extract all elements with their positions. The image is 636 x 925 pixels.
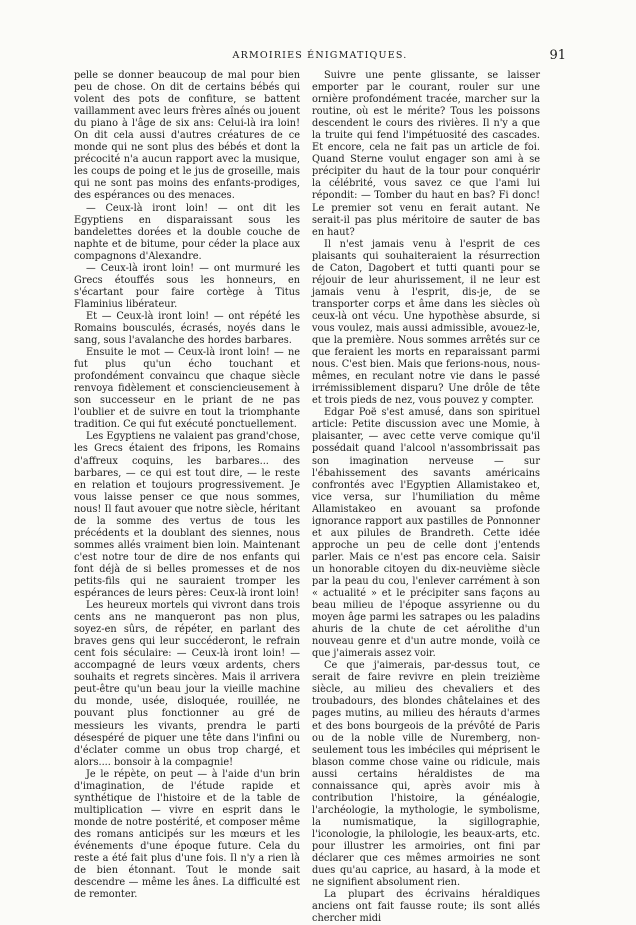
paragraph: Suivre une pente glissante, se laisser emporter par le courant, rouler sur une ornière profondément tracée, marcher sur la routine, où est le mérite? Tous les poissons descendent le cours des rivières. Il n'y a que la truite qui fend l'impétuosité des cascades. Et encore, cela ne fait pas un article de foi. Quand Sterne voulut engager son ami à se précipiter du haut de la tour pour conquérir la célébrité, vous savez ce que l'ami lui répondit: — Tomber du haut en bas? Fi donc! Le premier sot venu en ferait autant. Ne serait-il pas plus méritoire de sauter de bas en haut? bbox=[312, 70, 540, 238]
page-number: 91 bbox=[549, 48, 566, 63]
paragraph: Je le répète, on peut — à l'aide d'un brin d'imagination, de l'étude rapide et synthétique de l'histoire et de la table de multiplication — vivre en esprit dans le monde de notre postérité, et composer même des romans anticipés sur les mœurs et les événements d'une époque future. Cela du reste a été fait plus d'une fois. Il n'y a rien là de bien étonnant. Tout le monde sait descendre — même les ânes. La difficulté est de remonter. bbox=[74, 768, 300, 901]
paragraph: Edgar Poë s'est amusé, dans son spirituel article: Petite discussion avec une Momie, à plaisanter, — avec cette verve comique qu'il possédait quand l'alcool n'assombrissait pas son imagination nerveuse — sur l'ébahissement des savants américains confrontés avec l'Egyptien Allamistakeo et, vice versa, sur l'humiliation du même Allamistakeo en avouant sa profonde ignorance rapport aux pastilles de Ponnonner et aux pilules de Brandreth. Cette idée approche un peu de celle dont j'entends parler. Mais ce n'est pas encore cela. Saisir un honorable citoyen du dix-neuvième siècle par la peau du cou, l'enlever carrément à son « actualité » et le précipiter sans façons au beau milieu de l'époque assyrienne ou du moyen âge parmi les satrapes ou les paladins ahuris de la chute de cet aérolithe d'un nouveau genre et d'un autre monde, voilà ce que j'aimerais assez voir. bbox=[312, 407, 540, 660]
paragraph: Ensuite le mot — Ceux-là iront loin! — ne fut plus qu'un écho touchant et profondément convaincu que chaque siècle renvoya fidèlement et consciencieusement à son successeur en le priant de ne pas l'oublier et de suivre en tout la triomphante tradition. Ce qui fut exécuté ponctuellement. bbox=[74, 347, 300, 431]
right-column bbox=[312, 70, 540, 925]
paragraph: La plupart des écrivains héraldiques anciens ont fait fausse route; ils sont allés chercher midi bbox=[312, 889, 540, 925]
left-column bbox=[74, 70, 300, 901]
paragraph: Et — Ceux-là iront loin! — ont répété les Romains bousculés, écrasés, noyés dans le sang, sous l'avalanche des hordes barbares. bbox=[74, 310, 300, 347]
paragraph: Ce que j'aimerais, par-dessus tout, ce serait de faire revivre en plein treizième siècle, au milieu des chevaliers et des troubadours, des blondes châtelaines et des pages mutins, au milieu des hérauts d'armes et des bons bourgeois de la prévôté de Paris ou de la noble ville de Nuremberg, non-seulement tous les imbéciles qui méprisent le blason comme chose vaine ou ridicule, mais aussi certains héraldistes de ma connaissance qui, après avoir mis à contribution l'histoire, la généalogie, l'archéologie, la mythologie, le symbolisme, la numismatique, la sigillographie, l'iconologie, la philologie, les beaux-arts, etc. pour illustrer les armoiries, ont fini par déclarer que ces mêmes armoiries ne sont dues qu'au caprice, au hasard, à la mode et ne signifient absolument rien. bbox=[312, 660, 540, 889]
running-head bbox=[74, 50, 566, 66]
running-title: ARMOIRIES ÉNIGMATIQUES. bbox=[232, 50, 408, 61]
paragraph: pelle se donner beaucoup de mal pour bien peu de chose. On dit de certains bébés qui volent des pots de confiture, se battent vaillamment avec leurs frères aînés ou jouent du piano à l'âge de six ans: Celui-là ira loin! On dit cela aussi d'autres créatures de ce monde qui ne sont plus des bébés et dont la précocité n'a aucun rapport avec la musique, les coups de poing et le jus de groseille, mais qui ne sont pas moins des enfants-prodiges, des espérances ou des menaces. bbox=[74, 70, 300, 202]
paragraph: Les Egyptiens ne valaient pas grand'chose, les Grecs étaient des fripons, les Romains d'affreux coquins, les barbares... des barbares, — ce qui est tout dire, — le reste en relation et toujours progressivement. Je vous laisse penser ce que nous sommes, nous! Il faut avouer que notre siècle, héritant de la somme des vertus de tous les précédents et la doublant des siennes, nous sommes allés vraiment bien loin. Maintenant c'est notre tour de dire de nos enfants qui font déjà de si belles promesses et de nos petits-fils qui ne sauraient tromper les espérances de leurs pères: Ceux-là iront loin! bbox=[74, 431, 300, 600]
paragraph: Il n'est jamais venu à l'esprit de ces plaisants qui souhaiteraient la résurrection de Caton, Dagobert et tutti quanti pour se réjouir de leur ahurissement, il ne leur est jamais venu à l'esprit, dis-je, de se transporter corps et âme dans les siècles où ceux-là ont vécu. Une hypothèse absurde, si vous voulez, mais aussi admissible, avouez-le, que la première. Nous sommes arrêtés sur ce que feraient les morts en reparaissant parmi nous. C'est bien. Mais que ferions-nous, nous-mêmes, en reculant notre vie dans le passé irrémissiblement disparu? Une drôle de tête et trois pieds de nez, vous pouvez y compter. bbox=[312, 238, 540, 407]
paragraph: Les heureux mortels qui vivront dans trois cents ans ne manqueront pas non plus, soyez-en sûrs, de répéter, en parlant des braves gens qui leur succéderont, le refrain cent fois séculaire: — Ceux-là iront loin! — accompagné de leurs vœux ardents, chers souhaits et regrets sincères. Mais il arrivera peut-être qu'un beau jour la vieille machine du monde, usée, disloquée, rouillée, ne pouvant plus fonctionner au gré de messieurs les vivants, prendra le parti désespéré de piquer une tête dans l'infini ou d'éclater comme un obus trop chargé, et alors.... bonsoir à la compagnie! bbox=[74, 600, 300, 768]
paragraph: — Ceux-là iront loin! — ont dit les Egyptiens en disparaissant sous les bandelettes dorées et la double couche de naphte et de bitume, pour céder la place aux compagnons d'Alexandre. bbox=[74, 202, 300, 262]
paragraph: — Ceux-là iront loin! — ont murmuré les Grecs étouffés sous les honneurs, en s'écartant pour faire cortège à Titus Flaminius libérateur. bbox=[74, 262, 300, 310]
